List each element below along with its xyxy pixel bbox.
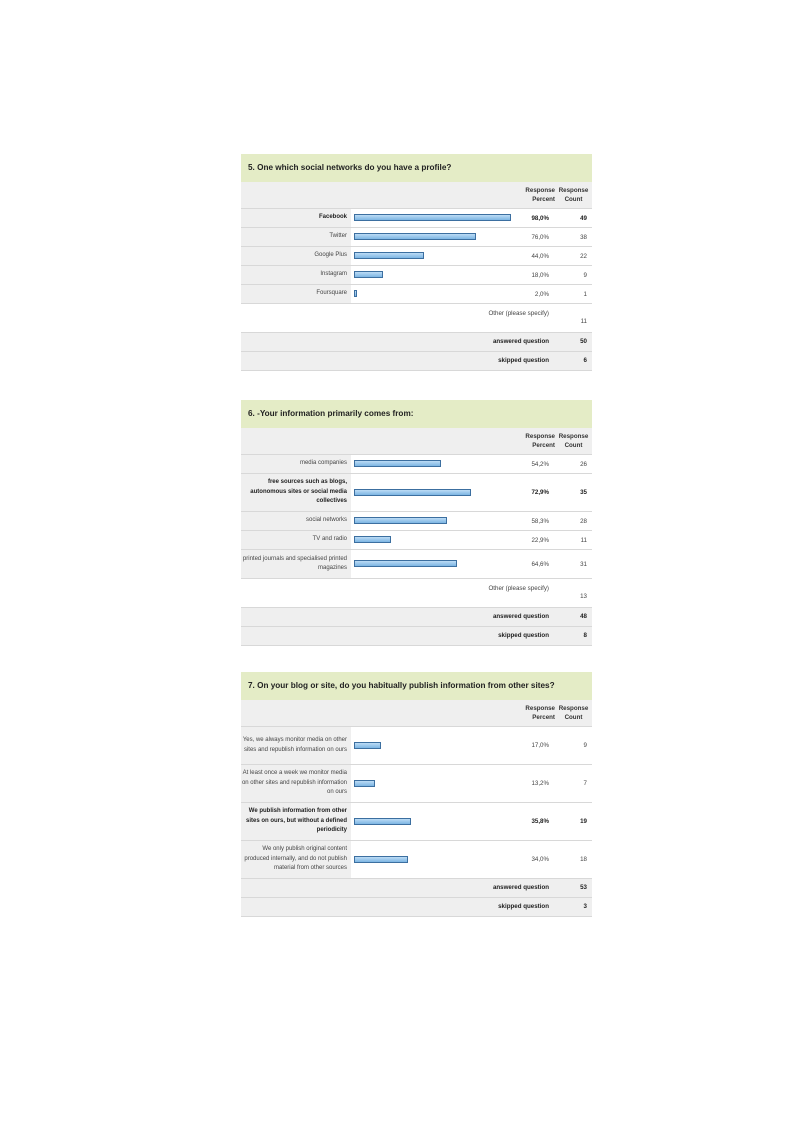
response-percent: 44,0% <box>531 252 549 260</box>
response-count: 9 <box>583 271 587 279</box>
response-count: 7 <box>583 780 587 787</box>
answer-row <box>241 765 592 803</box>
bar-track <box>354 271 514 278</box>
question-5-block <box>241 154 592 371</box>
answer-label: media companies <box>241 455 351 473</box>
response-bar <box>354 460 441 467</box>
response-count: 18 <box>580 856 587 863</box>
answer-label: We only publish original content produced internally, and do not publish material from other sources <box>241 841 351 878</box>
bar-track <box>354 742 514 749</box>
answer-row <box>241 228 592 247</box>
header-text: Percent <box>532 714 555 721</box>
response-bar <box>354 489 471 496</box>
skipped-row <box>241 898 592 917</box>
column-headers <box>241 428 592 455</box>
answer-label: TV and radio <box>241 531 351 549</box>
skipped-count: 8 <box>583 632 587 639</box>
answer-row <box>241 285 592 304</box>
header-text: Response <box>558 433 589 440</box>
response-percent-header <box>511 432 555 450</box>
answered-count: 53 <box>580 884 587 891</box>
response-percent: 22,9% <box>531 536 549 544</box>
response-percent: 98,0% <box>531 214 549 222</box>
question-title: 7. On your blog or site, do you habitually publish information from other sites? <box>241 672 592 700</box>
response-bar <box>354 271 383 278</box>
answer-row <box>241 841 592 879</box>
answer-row <box>241 803 592 841</box>
response-percent: 18,0% <box>531 271 549 279</box>
other-row <box>241 579 592 608</box>
header-text: Count <box>564 196 583 203</box>
skipped-count: 6 <box>583 357 587 364</box>
header-text: Percent <box>532 196 555 203</box>
bar-track <box>354 233 514 240</box>
response-count: 28 <box>580 517 587 525</box>
question-title: 5. One which social networks do you have a profile? <box>241 154 592 182</box>
bar-track <box>354 856 514 863</box>
answer-row <box>241 531 592 550</box>
other-label: Other (please specify) <box>488 310 549 317</box>
bar-track <box>354 290 514 297</box>
answer-label: social networks <box>241 512 351 530</box>
answer-label: printed journals and specialised printed magazines <box>241 550 351 578</box>
answered-row <box>241 608 592 627</box>
answer-label: Foursquare <box>241 285 351 303</box>
answer-label: We publish information from other sites on ours, but without a defined periodicity <box>241 803 351 840</box>
response-percent: 13,2% <box>531 780 549 787</box>
bar-track <box>354 536 514 543</box>
answer-row <box>241 727 592 765</box>
answered-label: answered question <box>492 613 549 620</box>
other-count: 11 <box>580 318 587 325</box>
response-percent: 35,8% <box>531 818 549 825</box>
bar-track <box>354 517 514 524</box>
response-count: 49 <box>580 214 587 222</box>
response-count: 26 <box>580 460 587 468</box>
response-percent: 17,0% <box>531 742 549 749</box>
answer-label: Google Plus <box>241 247 351 265</box>
bar-track <box>354 560 514 567</box>
response-percent-header <box>511 186 555 204</box>
question-7-block <box>241 672 592 917</box>
answered-label: answered question <box>492 884 549 891</box>
response-count: 19 <box>580 818 587 825</box>
answer-row <box>241 474 592 512</box>
response-count-header <box>555 704 592 722</box>
bar-track <box>354 214 514 221</box>
response-bar <box>354 536 391 543</box>
skipped-count: 3 <box>583 903 587 910</box>
response-count-header <box>555 186 592 204</box>
response-count: 1 <box>583 290 587 298</box>
answer-row <box>241 455 592 474</box>
response-percent: 2,0% <box>534 290 549 298</box>
response-bar <box>354 214 511 221</box>
header-text: Percent <box>532 442 555 449</box>
response-percent: 64,6% <box>531 560 549 568</box>
answered-row <box>241 879 592 898</box>
column-headers <box>241 700 592 727</box>
answer-label: At least once a week we monitor media on other sites and republish information on ours <box>241 765 351 802</box>
answer-row <box>241 550 592 579</box>
other-count: 13 <box>580 593 587 600</box>
skipped-label: skipped question <box>498 632 549 639</box>
header-text: Response <box>525 705 555 712</box>
other-label: Other (please specify) <box>488 585 549 592</box>
skipped-row <box>241 352 592 371</box>
response-bar <box>354 742 381 749</box>
column-headers <box>241 182 592 209</box>
answer-label: Facebook <box>241 209 351 227</box>
response-percent: 58,3% <box>531 517 549 525</box>
response-count: 22 <box>580 252 587 260</box>
response-bar <box>354 517 447 524</box>
header-text: Response <box>558 705 589 712</box>
response-percent: 72,9% <box>531 489 549 496</box>
bar-track <box>354 252 514 259</box>
bar-track <box>354 780 514 787</box>
skipped-label: skipped question <box>498 357 549 364</box>
answer-row <box>241 209 592 228</box>
answered-label: answered question <box>492 338 549 345</box>
answer-label: Twitter <box>241 228 351 246</box>
response-bar <box>354 818 411 825</box>
header-text: Response <box>558 187 589 194</box>
question-title: 6. -Your information primarily comes from: <box>241 400 592 428</box>
response-percent: 54,2% <box>531 460 549 468</box>
header-text: Response <box>525 433 555 440</box>
answered-count: 48 <box>580 613 587 620</box>
response-count-header <box>555 432 592 450</box>
response-count: 35 <box>580 489 587 496</box>
response-percent: 34,0% <box>531 856 549 863</box>
header-text: Response <box>525 187 555 194</box>
other-row <box>241 304 592 333</box>
response-percent: 76,0% <box>531 233 549 241</box>
response-bar <box>354 290 357 297</box>
header-text: Count <box>564 442 583 449</box>
skipped-row <box>241 627 592 646</box>
response-bar <box>354 560 457 567</box>
answer-label: Instagram <box>241 266 351 284</box>
answer-label: free sources such as blogs, autonomous sites or social media collectives <box>241 474 351 511</box>
response-percent-header <box>511 704 555 722</box>
answered-count: 50 <box>580 338 587 345</box>
response-bar <box>354 856 408 863</box>
response-count: 38 <box>580 233 587 241</box>
skipped-label: skipped question <box>498 903 549 910</box>
response-bar <box>354 780 375 787</box>
answer-row <box>241 512 592 531</box>
response-count: 31 <box>580 560 587 568</box>
answer-label: Yes, we always monitor media on other sites and republish information on ours <box>241 727 351 764</box>
bar-track <box>354 460 514 467</box>
response-count: 11 <box>580 536 587 544</box>
response-count: 9 <box>583 742 587 749</box>
question-6-block <box>241 400 592 646</box>
answered-row <box>241 333 592 352</box>
bar-track <box>354 489 514 496</box>
answer-row <box>241 247 592 266</box>
bar-track <box>354 818 514 825</box>
response-bar <box>354 252 424 259</box>
header-text: Count <box>564 714 583 721</box>
response-bar <box>354 233 476 240</box>
answer-row <box>241 266 592 285</box>
